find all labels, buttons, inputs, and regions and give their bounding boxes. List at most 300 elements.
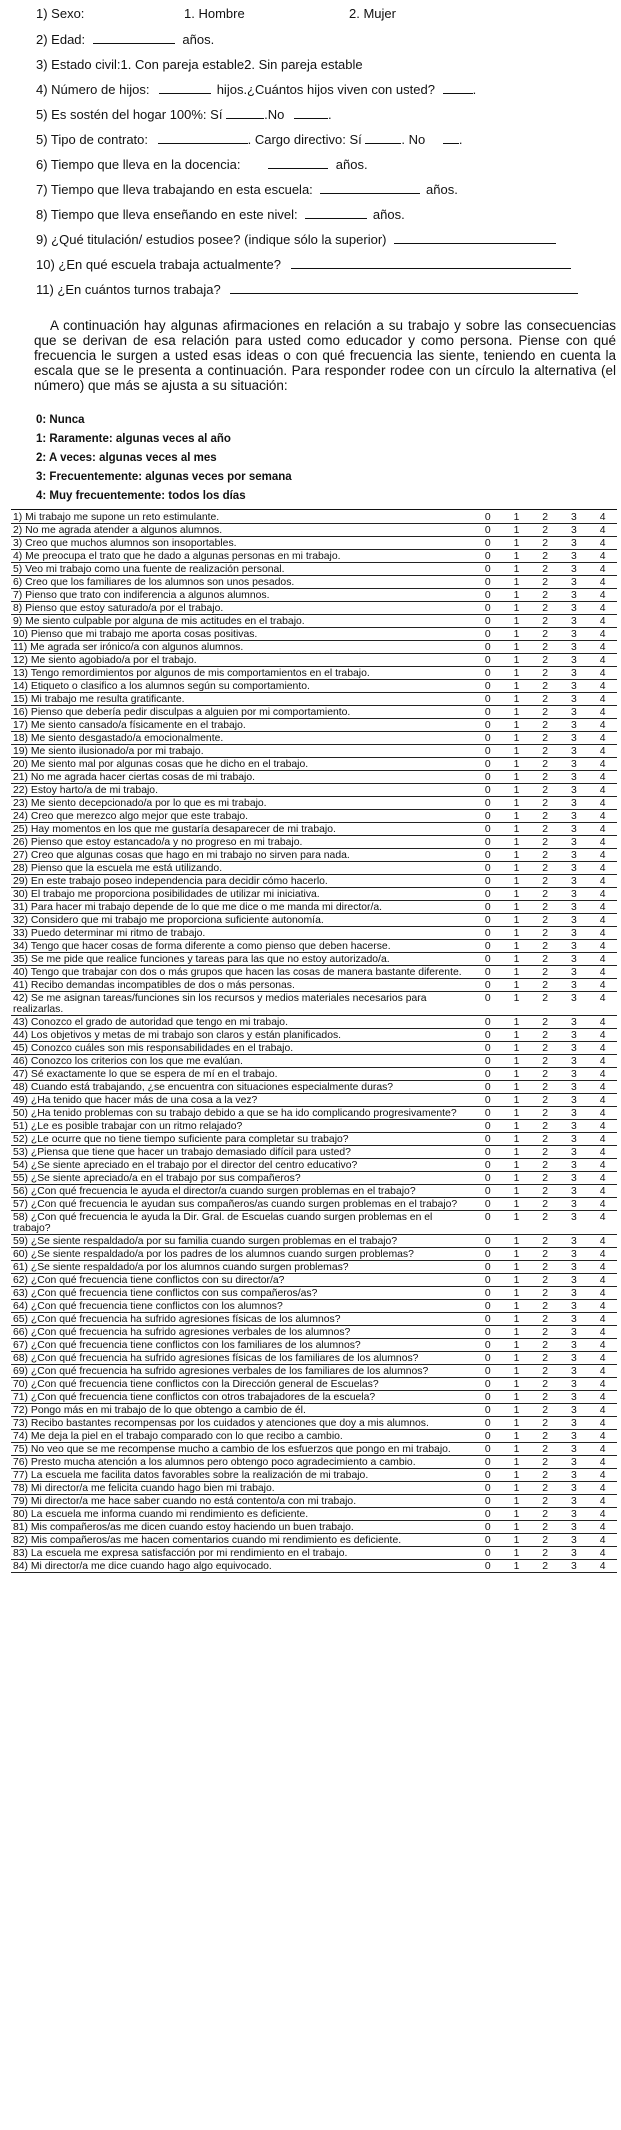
answer-option-4[interactable]: 4 [588,576,617,589]
answer-option-0[interactable]: 0 [473,1172,502,1185]
answer-option-2[interactable]: 2 [531,1016,560,1029]
answer-option-1[interactable]: 1 [502,1081,531,1094]
answer-option-4[interactable]: 4 [588,1198,617,1211]
answer-option-0[interactable]: 0 [473,1211,502,1235]
answer-option-3[interactable]: 3 [560,693,589,706]
answer-option-4[interactable]: 4 [588,1521,617,1534]
answer-option-3[interactable]: 3 [560,576,589,589]
answer-option-4[interactable]: 4 [588,992,617,1016]
answer-option-4[interactable]: 4 [588,1443,617,1456]
answer-option-3[interactable]: 3 [560,615,589,628]
answer-option-4[interactable]: 4 [588,511,617,524]
answer-option-2[interactable]: 2 [531,1042,560,1055]
answer-option-2[interactable]: 2 [531,758,560,771]
answer-option-2[interactable]: 2 [531,628,560,641]
answer-option-1[interactable]: 1 [502,1029,531,1042]
answer-option-1[interactable]: 1 [502,1261,531,1274]
answer-option-3[interactable]: 3 [560,849,589,862]
answer-option-0[interactable]: 0 [473,680,502,693]
answer-option-3[interactable]: 3 [560,537,589,550]
answer-option-0[interactable]: 0 [473,914,502,927]
answer-option-3[interactable]: 3 [560,823,589,836]
answer-option-2[interactable]: 2 [531,1560,560,1573]
school-time-field[interactable] [320,182,420,194]
answer-option-2[interactable]: 2 [531,1404,560,1417]
answer-option-4[interactable]: 4 [588,888,617,901]
answer-option-2[interactable]: 2 [531,966,560,979]
answer-option-4[interactable]: 4 [588,537,617,550]
answer-option-1[interactable]: 1 [502,836,531,849]
answer-option-4[interactable]: 4 [588,1055,617,1068]
answer-option-3[interactable]: 3 [560,1378,589,1391]
answer-option-1[interactable]: 1 [502,1068,531,1081]
answer-option-1[interactable]: 1 [502,1055,531,1068]
answer-option-3[interactable]: 3 [560,1430,589,1443]
answer-option-3[interactable]: 3 [560,1508,589,1521]
answer-option-4[interactable]: 4 [588,927,617,940]
answer-option-3[interactable]: 3 [560,927,589,940]
answer-option-1[interactable]: 1 [502,875,531,888]
answer-option-2[interactable]: 2 [531,1417,560,1430]
answer-option-1[interactable]: 1 [502,1016,531,1029]
answer-option-4[interactable]: 4 [588,953,617,966]
answer-option-3[interactable]: 3 [560,953,589,966]
answer-option-2[interactable]: 2 [531,888,560,901]
answer-option-1[interactable]: 1 [502,1107,531,1120]
answer-option-2[interactable]: 2 [531,1274,560,1287]
answer-option-1[interactable]: 1 [502,1172,531,1185]
answer-option-2[interactable]: 2 [531,1235,560,1248]
answer-option-2[interactable]: 2 [531,953,560,966]
answer-option-0[interactable]: 0 [473,745,502,758]
answer-option-3[interactable]: 3 [560,1055,589,1068]
answer-option-0[interactable]: 0 [473,1055,502,1068]
answer-option-3[interactable]: 3 [560,1352,589,1365]
answer-option-3[interactable]: 3 [560,1391,589,1404]
answer-option-3[interactable]: 3 [560,706,589,719]
answer-option-3[interactable]: 3 [560,654,589,667]
age-field[interactable] [93,32,175,44]
answer-option-0[interactable]: 0 [473,706,502,719]
answer-option-1[interactable]: 1 [502,1534,531,1547]
answer-option-2[interactable]: 2 [531,1133,560,1146]
answer-option-2[interactable]: 2 [531,1378,560,1391]
answer-option-1[interactable]: 1 [502,953,531,966]
answer-option-4[interactable]: 4 [588,1133,617,1146]
answer-option-3[interactable]: 3 [560,1456,589,1469]
answer-option-3[interactable]: 3 [560,1313,589,1326]
answer-option-1[interactable]: 1 [502,537,531,550]
answer-option-3[interactable]: 3 [560,797,589,810]
answer-option-1[interactable]: 1 [502,667,531,680]
answer-option-1[interactable]: 1 [502,1508,531,1521]
answer-option-0[interactable]: 0 [473,1391,502,1404]
answer-option-1[interactable]: 1 [502,602,531,615]
answer-option-3[interactable]: 3 [560,732,589,745]
answer-option-2[interactable]: 2 [531,1430,560,1443]
answer-option-2[interactable]: 2 [531,1534,560,1547]
answer-option-2[interactable]: 2 [531,992,560,1016]
answer-option-0[interactable]: 0 [473,641,502,654]
answer-option-0[interactable]: 0 [473,1495,502,1508]
answer-option-1[interactable]: 1 [502,511,531,524]
answer-option-1[interactable]: 1 [502,1391,531,1404]
answer-option-3[interactable]: 3 [560,1482,589,1495]
teaching-time-field[interactable] [268,157,328,169]
answer-option-3[interactable]: 3 [560,1211,589,1235]
answer-option-2[interactable]: 2 [531,706,560,719]
answer-option-3[interactable]: 3 [560,1287,589,1300]
answer-option-0[interactable]: 0 [473,1235,502,1248]
answer-option-4[interactable]: 4 [588,758,617,771]
answer-option-4[interactable]: 4 [588,1547,617,1560]
answer-option-4[interactable]: 4 [588,1469,617,1482]
answer-option-1[interactable]: 1 [502,641,531,654]
answer-option-3[interactable]: 3 [560,680,589,693]
answer-option-1[interactable]: 1 [502,888,531,901]
answer-option-4[interactable]: 4 [588,1534,617,1547]
answer-option-0[interactable]: 0 [473,1534,502,1547]
children-home-field[interactable] [443,82,473,94]
answer-option-4[interactable]: 4 [588,862,617,875]
answer-option-4[interactable]: 4 [588,1146,617,1159]
answer-option-0[interactable]: 0 [473,1365,502,1378]
answer-option-1[interactable]: 1 [502,940,531,953]
answer-option-2[interactable]: 2 [531,927,560,940]
answer-option-0[interactable]: 0 [473,654,502,667]
answer-option-4[interactable]: 4 [588,849,617,862]
answer-option-4[interactable]: 4 [588,1287,617,1300]
answer-option-4[interactable]: 4 [588,1107,617,1120]
answer-option-3[interactable]: 3 [560,1198,589,1211]
answer-option-3[interactable]: 3 [560,1235,589,1248]
answer-option-3[interactable]: 3 [560,1248,589,1261]
answer-option-0[interactable]: 0 [473,1456,502,1469]
answer-option-3[interactable]: 3 [560,901,589,914]
answer-option-0[interactable]: 0 [473,537,502,550]
answer-option-2[interactable]: 2 [531,1508,560,1521]
answer-option-1[interactable]: 1 [502,1185,531,1198]
answer-option-0[interactable]: 0 [473,1029,502,1042]
answer-option-2[interactable]: 2 [531,940,560,953]
answer-option-2[interactable]: 2 [531,1172,560,1185]
answer-option-4[interactable]: 4 [588,1081,617,1094]
answer-option-0[interactable]: 0 [473,511,502,524]
answer-option-1[interactable]: 1 [502,563,531,576]
answer-option-2[interactable]: 2 [531,1469,560,1482]
answer-option-0[interactable]: 0 [473,784,502,797]
answer-option-0[interactable]: 0 [473,901,502,914]
answer-option-0[interactable]: 0 [473,927,502,940]
answer-option-4[interactable]: 4 [588,823,617,836]
answer-option-4[interactable]: 4 [588,706,617,719]
answer-option-1[interactable]: 1 [502,1235,531,1248]
answer-option-3[interactable]: 3 [560,1261,589,1274]
answer-option-1[interactable]: 1 [502,1365,531,1378]
answer-option-1[interactable]: 1 [502,1430,531,1443]
answer-option-0[interactable]: 0 [473,797,502,810]
answer-option-4[interactable]: 4 [588,1378,617,1391]
answer-option-2[interactable]: 2 [531,901,560,914]
answer-option-0[interactable]: 0 [473,888,502,901]
answer-option-4[interactable]: 4 [588,1391,617,1404]
answer-option-3[interactable]: 3 [560,771,589,784]
answer-option-4[interactable]: 4 [588,1172,617,1185]
answer-option-2[interactable]: 2 [531,563,560,576]
answer-option-4[interactable]: 4 [588,745,617,758]
answer-option-1[interactable]: 1 [502,810,531,823]
answer-option-3[interactable]: 3 [560,1300,589,1313]
answer-option-2[interactable]: 2 [531,823,560,836]
answer-option-3[interactable]: 3 [560,1159,589,1172]
answer-option-1[interactable]: 1 [502,771,531,784]
answer-option-1[interactable]: 1 [502,1326,531,1339]
answer-option-4[interactable]: 4 [588,615,617,628]
answer-option-0[interactable]: 0 [473,1378,502,1391]
answer-option-0[interactable]: 0 [473,1094,502,1107]
answer-option-1[interactable]: 1 [502,1094,531,1107]
answer-option-3[interactable]: 3 [560,875,589,888]
contract-type-field[interactable] [158,132,248,144]
answer-option-1[interactable]: 1 [502,1313,531,1326]
answer-option-0[interactable]: 0 [473,1016,502,1029]
answer-option-2[interactable]: 2 [531,1326,560,1339]
answer-option-3[interactable]: 3 [560,1274,589,1287]
answer-option-0[interactable]: 0 [473,1469,502,1482]
answer-option-2[interactable]: 2 [531,524,560,537]
answer-option-2[interactable]: 2 [531,1300,560,1313]
answer-option-2[interactable]: 2 [531,914,560,927]
answer-option-0[interactable]: 0 [473,719,502,732]
answer-option-3[interactable]: 3 [560,1042,589,1055]
answer-option-4[interactable]: 4 [588,589,617,602]
answer-option-3[interactable]: 3 [560,784,589,797]
answer-option-0[interactable]: 0 [473,1198,502,1211]
answer-option-2[interactable]: 2 [531,1146,560,1159]
answer-option-1[interactable]: 1 [502,732,531,745]
answer-option-2[interactable]: 2 [531,589,560,602]
answer-option-4[interactable]: 4 [588,667,617,680]
answer-option-2[interactable]: 2 [531,1094,560,1107]
answer-option-0[interactable]: 0 [473,1326,502,1339]
answer-option-2[interactable]: 2 [531,537,560,550]
answer-option-2[interactable]: 2 [531,1185,560,1198]
answer-option-2[interactable]: 2 [531,576,560,589]
answer-option-1[interactable]: 1 [502,628,531,641]
answer-option-0[interactable]: 0 [473,1081,502,1094]
answer-option-4[interactable]: 4 [588,1185,617,1198]
answer-option-3[interactable]: 3 [560,1094,589,1107]
answer-option-4[interactable]: 4 [588,1417,617,1430]
answer-option-0[interactable]: 0 [473,576,502,589]
answer-option-1[interactable]: 1 [502,862,531,875]
answer-option-4[interactable]: 4 [588,875,617,888]
breadwinner-yes-field[interactable] [226,107,264,119]
answer-option-1[interactable]: 1 [502,550,531,563]
answer-option-3[interactable]: 3 [560,550,589,563]
answer-option-2[interactable]: 2 [531,862,560,875]
answer-option-2[interactable]: 2 [531,1456,560,1469]
option-male[interactable]: 1. Hombre [184,6,245,21]
answer-option-1[interactable]: 1 [502,797,531,810]
answer-option-2[interactable]: 2 [531,641,560,654]
answer-option-1[interactable]: 1 [502,1198,531,1211]
answer-option-0[interactable]: 0 [473,1042,502,1055]
answer-option-0[interactable]: 0 [473,966,502,979]
answer-option-0[interactable]: 0 [473,849,502,862]
answer-option-4[interactable]: 4 [588,1313,617,1326]
answer-option-2[interactable]: 2 [531,1495,560,1508]
answer-option-4[interactable]: 4 [588,1029,617,1042]
answer-option-4[interactable]: 4 [588,563,617,576]
answer-option-3[interactable]: 3 [560,1404,589,1417]
answer-option-4[interactable]: 4 [588,1016,617,1029]
answer-option-4[interactable]: 4 [588,524,617,537]
answer-option-1[interactable]: 1 [502,823,531,836]
answer-option-1[interactable]: 1 [502,1378,531,1391]
school-field[interactable] [291,257,571,269]
answer-option-2[interactable]: 2 [531,784,560,797]
answer-option-2[interactable]: 2 [531,1068,560,1081]
answer-option-0[interactable]: 0 [473,758,502,771]
answer-option-4[interactable]: 4 [588,1042,617,1055]
answer-option-2[interactable]: 2 [531,1120,560,1133]
answer-option-4[interactable]: 4 [588,1159,617,1172]
option-female[interactable]: 2. Mujer [349,6,396,21]
answer-option-3[interactable]: 3 [560,1016,589,1029]
answer-option-4[interactable]: 4 [588,1274,617,1287]
answer-option-1[interactable]: 1 [502,1495,531,1508]
answer-option-4[interactable]: 4 [588,771,617,784]
answer-option-1[interactable]: 1 [502,1443,531,1456]
director-yes-field[interactable] [365,132,401,144]
answer-option-3[interactable]: 3 [560,589,589,602]
answer-option-1[interactable]: 1 [502,1300,531,1313]
answer-option-1[interactable]: 1 [502,1133,531,1146]
answer-option-4[interactable]: 4 [588,719,617,732]
answer-option-1[interactable]: 1 [502,1352,531,1365]
answer-option-3[interactable]: 3 [560,1081,589,1094]
answer-option-3[interactable]: 3 [560,1068,589,1081]
answer-option-0[interactable]: 0 [473,628,502,641]
answer-option-4[interactable]: 4 [588,1261,617,1274]
answer-option-1[interactable]: 1 [502,1274,531,1287]
answer-option-1[interactable]: 1 [502,576,531,589]
answer-option-4[interactable]: 4 [588,914,617,927]
answer-option-3[interactable]: 3 [560,992,589,1016]
answer-option-1[interactable]: 1 [502,654,531,667]
answer-option-4[interactable]: 4 [588,628,617,641]
answer-option-0[interactable]: 0 [473,1248,502,1261]
answer-option-0[interactable]: 0 [473,836,502,849]
answer-option-3[interactable]: 3 [560,511,589,524]
answer-option-2[interactable]: 2 [531,1482,560,1495]
answer-option-1[interactable]: 1 [502,1521,531,1534]
answer-option-0[interactable]: 0 [473,1404,502,1417]
answer-option-3[interactable]: 3 [560,524,589,537]
answer-option-3[interactable]: 3 [560,810,589,823]
answer-option-2[interactable]: 2 [531,1211,560,1235]
answer-option-0[interactable]: 0 [473,1482,502,1495]
answer-option-2[interactable]: 2 [531,680,560,693]
answer-option-2[interactable]: 2 [531,849,560,862]
answer-option-1[interactable]: 1 [502,1547,531,1560]
answer-option-0[interactable]: 0 [473,524,502,537]
answer-option-0[interactable]: 0 [473,563,502,576]
answer-option-2[interactable]: 2 [531,875,560,888]
answer-option-2[interactable]: 2 [531,654,560,667]
answer-option-2[interactable]: 2 [531,745,560,758]
answer-option-1[interactable]: 1 [502,589,531,602]
answer-option-3[interactable]: 3 [560,888,589,901]
answer-option-0[interactable]: 0 [473,1508,502,1521]
answer-option-2[interactable]: 2 [531,979,560,992]
answer-option-0[interactable]: 0 [473,1547,502,1560]
answer-option-4[interactable]: 4 [588,602,617,615]
answer-option-1[interactable]: 1 [502,1211,531,1235]
answer-option-0[interactable]: 0 [473,1352,502,1365]
answer-option-0[interactable]: 0 [473,771,502,784]
answer-option-3[interactable]: 3 [560,1133,589,1146]
answer-option-0[interactable]: 0 [473,862,502,875]
answer-option-0[interactable]: 0 [473,550,502,563]
answer-option-4[interactable]: 4 [588,680,617,693]
answer-option-0[interactable]: 0 [473,1560,502,1573]
answer-option-1[interactable]: 1 [502,1042,531,1055]
answer-option-3[interactable]: 3 [560,940,589,953]
answer-option-1[interactable]: 1 [502,1339,531,1352]
answer-option-1[interactable]: 1 [502,1456,531,1469]
answer-option-3[interactable]: 3 [560,1521,589,1534]
answer-option-3[interactable]: 3 [560,1443,589,1456]
answer-option-3[interactable]: 3 [560,862,589,875]
answer-option-0[interactable]: 0 [473,810,502,823]
answer-option-4[interactable]: 4 [588,1248,617,1261]
answer-option-1[interactable]: 1 [502,719,531,732]
answer-option-2[interactable]: 2 [531,1029,560,1042]
answer-option-0[interactable]: 0 [473,602,502,615]
answer-option-3[interactable]: 3 [560,1172,589,1185]
answer-option-2[interactable]: 2 [531,732,560,745]
answer-option-3[interactable]: 3 [560,1365,589,1378]
answer-option-0[interactable]: 0 [473,615,502,628]
answer-option-0[interactable]: 0 [473,1261,502,1274]
answer-option-1[interactable]: 1 [502,1287,531,1300]
answer-option-2[interactable]: 2 [531,1261,560,1274]
answer-option-2[interactable]: 2 [531,719,560,732]
answer-option-1[interactable]: 1 [502,680,531,693]
answer-option-3[interactable]: 3 [560,1120,589,1133]
answer-option-3[interactable]: 3 [560,966,589,979]
answer-option-4[interactable]: 4 [588,1560,617,1573]
answer-option-4[interactable]: 4 [588,1339,617,1352]
answer-option-0[interactable]: 0 [473,1430,502,1443]
answer-option-3[interactable]: 3 [560,1547,589,1560]
answer-option-2[interactable]: 2 [531,693,560,706]
answer-option-2[interactable]: 2 [531,1313,560,1326]
answer-option-1[interactable]: 1 [502,1482,531,1495]
answer-option-4[interactable]: 4 [588,1508,617,1521]
answer-option-0[interactable]: 0 [473,589,502,602]
answer-option-0[interactable]: 0 [473,1185,502,1198]
answer-option-4[interactable]: 4 [588,1300,617,1313]
answer-option-4[interactable]: 4 [588,1495,617,1508]
children-count-field[interactable] [159,82,211,94]
answer-option-4[interactable]: 4 [588,784,617,797]
answer-option-3[interactable]: 3 [560,1107,589,1120]
shifts-field[interactable] [230,282,578,294]
answer-option-1[interactable]: 1 [502,966,531,979]
